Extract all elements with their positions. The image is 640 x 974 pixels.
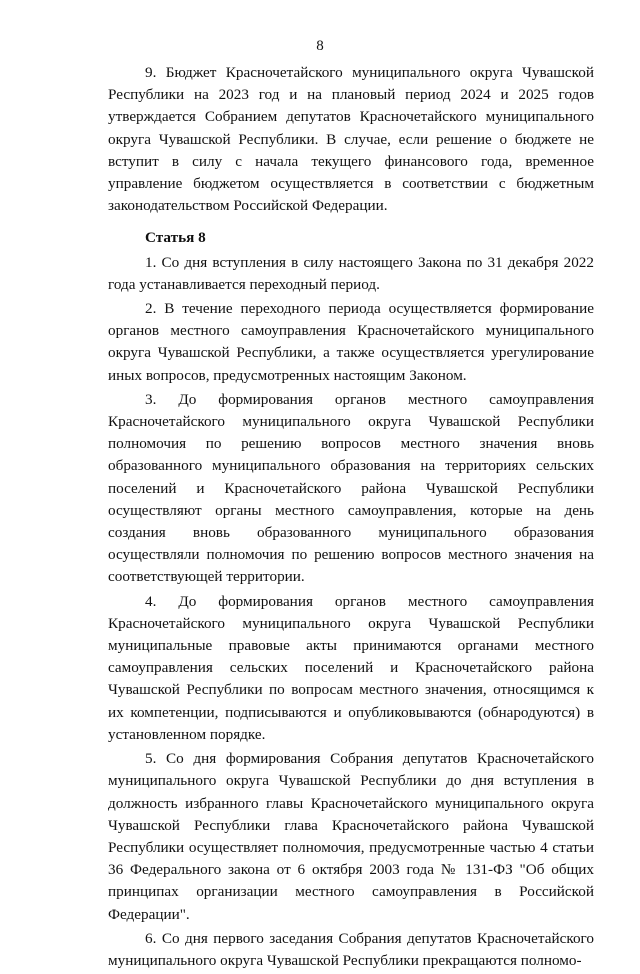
article-item-6: 6. Со дня первого заседания Собрания депутатов Красночетайского муниципального округа Чувашской Республики прекращаются полномо-	[108, 929, 594, 969]
article-item-2: 2. В течение переходного периода осуществляется формирование органов местного самоуправления Красночетайского муниципального округа Чувашской Республики, а также осуществляется урегулирование иных вопросов, предусмотренных настоящим Законом.	[108, 300, 594, 384]
article-item-1: 1. Со дня вступления в силу настоящего Закона по 31 декабря 2022 года устанавливается переходный период.	[108, 253, 594, 293]
article-item-5: 5. Со дня формирования Собрания депутатов Красночетайского муниципального округа Чувашской Республики до дня вступления в должность избранного главы Красночетайского муниципального округа Чувашской Республики глава Красночетайского района Чувашской Республики осуществляет полномочия, предусмотренные частью 4 статьи 36 Федерального закона от 6 октября 2003 года № 131-ФЗ "Об общих принципах организации местного самоуправления в Российской Федерации".	[108, 750, 594, 923]
article-item-3: 3. До формирования органов местного самоуправления Красночетайского муниципального округа Чувашской Республики полномочия по решению вопросов местного значения вновь образованного муниципального образования на территориях сельских поселений и Красночетайского района Чувашской Республики осуществляют органы местного самоуправления, которые на день создания вновь образованного муниципального образования осуществляли полномочия по решению вопросов местного значения на соответствующей территории.	[108, 390, 594, 586]
document-body	[108, 62, 594, 974]
article-item-4: 4. До формирования органов местного самоуправления Красночетайского муниципального округа Чувашской Республики муниципальные правовые акты принимаются органами местного самоуправления сельских поселений и Красночетайского района Чувашской Республики по вопросам местного значения, относящимся к их компетенции, подписываются и опубликовываются (обнародуются) в установленном порядке.	[108, 592, 594, 743]
paragraph-9: 9. Бюджет Красночетайского муниципального округа Чувашской Республики на 2023 год и на плановый период 2024 и 2025 годов утверждается Собранием депутатов Красночетайского муниципального округа Чувашской Республики. В случае, если решение о бюджете не вступит в силу с начала текущего финансового года, временное управление бюджетом осуществляется в соответствии с бюджетным законодательством Российской Федерации.	[108, 64, 594, 215]
article-heading: Статья 8	[145, 229, 206, 247]
page-number: 8	[316, 38, 324, 54]
